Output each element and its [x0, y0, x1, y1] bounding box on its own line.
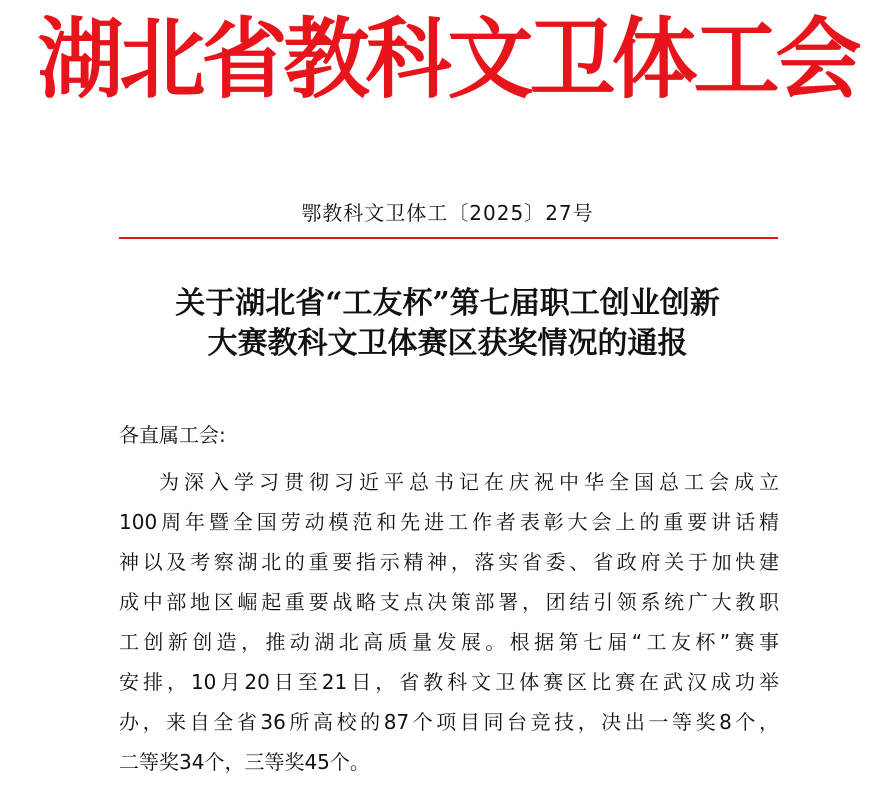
red-divider-line [119, 237, 778, 239]
masthead-title: 湖北省教科文卫体工会 [37, 7, 858, 111]
body-line: 办，来自全省36所高校的87个项目同台竞技，决出一等奖8个， [119, 710, 779, 734]
notice-title-line-1: 关于湖北省“工友杯”第七届职工创业创新 [175, 286, 720, 321]
body-paragraph [119, 462, 779, 782]
document-number: 鄂教科文卫体工〔2025〕27号 [301, 201, 594, 225]
body-line: 神以及考察湖北的重要指示精神，落实省委、省政府关于加快建 [119, 550, 779, 574]
body-line: 二等奖34个，三等奖45个。 [119, 750, 370, 774]
body-line: 安排，10月20日至21日，省教科文卫体赛区比赛在武汉成功举 [119, 670, 779, 694]
notice-title [0, 284, 895, 364]
body-line: 成中部地区崛起重要战略支点决策部署，团结引领系统广大教职 [119, 590, 779, 614]
body-line: 为深入学习贯彻习近平总书记在庆祝中华全国总工会成立 [159, 470, 779, 494]
body-line: 工创新创造，推动湖北高质量发展。根据第七届“工友杯”赛事 [119, 630, 779, 654]
notice-title-line-2: 大赛教科文卫体赛区获奖情况的通报 [207, 326, 688, 361]
body-line: 100周年暨全国劳动模范和先进工作者表彰大会上的重要讲话精 [119, 510, 779, 534]
salutation: 各直属工会: [119, 423, 226, 447]
